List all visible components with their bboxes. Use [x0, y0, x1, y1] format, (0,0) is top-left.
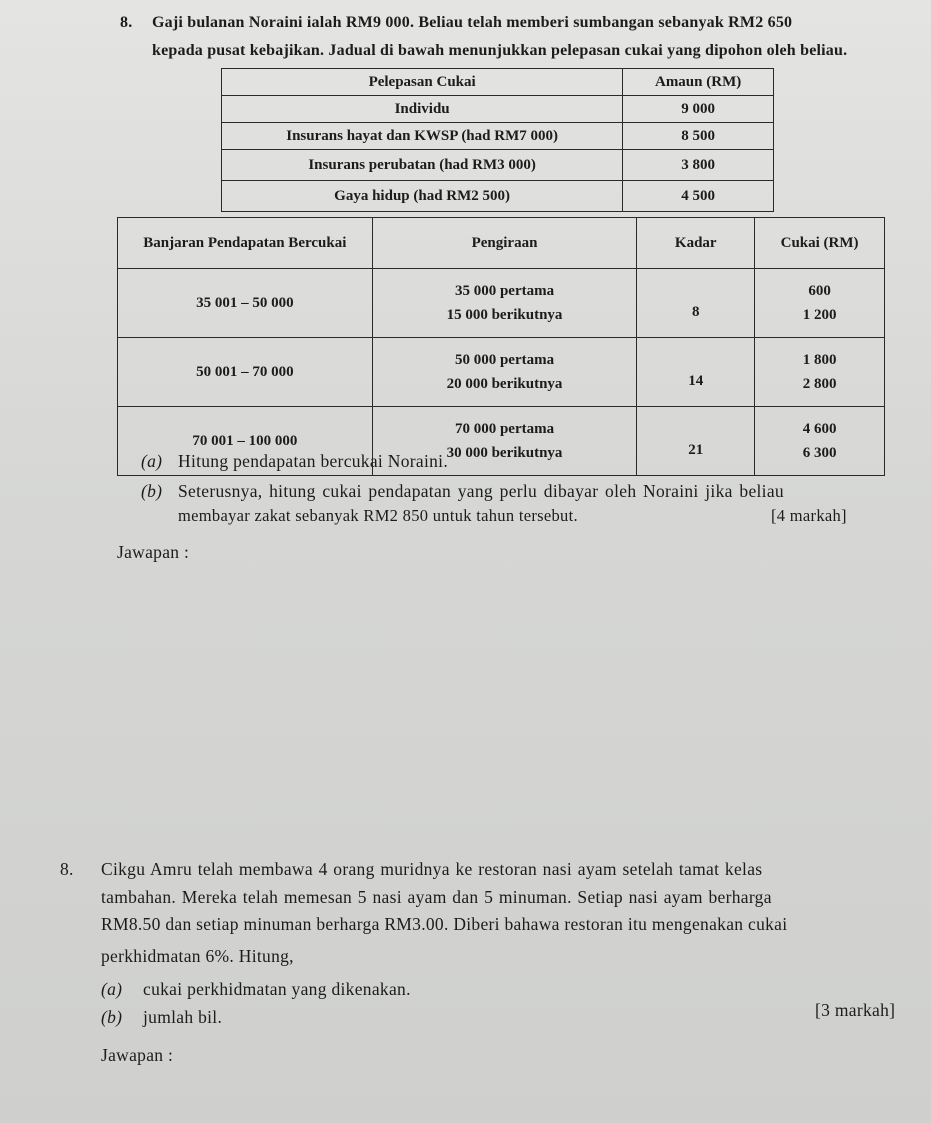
table-header: Cukai (RM) — [755, 218, 885, 269]
table-header: Amaun (RM) — [623, 69, 774, 96]
table-cell: 8 500 — [623, 123, 774, 150]
part-label: (a) — [101, 979, 123, 999]
table-header: Pelepasan Cukai — [222, 69, 623, 96]
question-number: 8. — [120, 14, 133, 31]
question-line: tambahan. Mereka telah memesan 5 nasi ayam dan 5 minuman. Setiap nasi ayam berharga — [101, 887, 772, 907]
table-header: Kadar — [637, 218, 755, 269]
income-tax-table — [117, 217, 885, 476]
table-cell: 9 000 — [623, 96, 774, 123]
rate: 14 — [637, 338, 755, 407]
tax-next: 1 200 — [802, 307, 837, 323]
tax-next: 6 300 — [802, 445, 837, 461]
income-range: 50 001 – 70 000 — [118, 338, 373, 407]
table-header: Pengiraan — [372, 218, 637, 269]
answer-label: Jawapan : — [117, 542, 190, 562]
marks: [4 markah] — [771, 506, 847, 525]
question-line: Gaji bulanan Noraini ialah RM9 000. Beliau telah memberi sumbangan sebanyak RM2 650 — [152, 14, 793, 31]
marks: [3 markah] — [815, 1000, 896, 1020]
answer-label: Jawapan : — [101, 1045, 174, 1065]
table-row — [118, 338, 885, 407]
income-range: 70 001 – 100 000 — [118, 407, 373, 476]
part-label: (b) — [101, 1007, 123, 1027]
question-line: Cikgu Amru telah membawa 4 orang muridnya ke restoran nasi ayam setelah tamat kelas — [101, 859, 763, 879]
table-cell: Gaya hidup (had RM2 500) — [222, 181, 623, 212]
part-a-text: Hitung pendapatan bercukai Noraini. — [178, 451, 448, 471]
tax-relief-table — [221, 68, 774, 212]
calc-next: 30 000 berikutnya — [446, 445, 563, 461]
tax-first: 1 800 — [802, 352, 837, 368]
tax-first: 4 600 — [802, 421, 837, 437]
table-row — [222, 150, 774, 181]
tax-first: 600 — [808, 283, 831, 299]
calculation-cell — [372, 338, 637, 407]
question-line: kepada pusat kebajikan. Jadual di bawah menunjukkan pelepasan cukai yang dipohon oleh beliau. — [152, 42, 848, 59]
tax-cell — [755, 407, 885, 476]
table-row — [222, 123, 774, 150]
question-line: RM8.50 dan setiap minuman berharga RM3.00. Diberi bahawa restoran itu mengenakan cukai — [101, 914, 788, 934]
table-cell: Individu — [222, 96, 623, 123]
table-cell: 4 500 — [623, 181, 774, 212]
part-a-text: cukai perkhidmatan yang dikenakan. — [143, 979, 411, 999]
tax-next: 2 800 — [802, 376, 837, 392]
table-cell: Insurans hayat dan KWSP (had RM7 000) — [222, 123, 623, 150]
part-b-text: membayar zakat sebanyak RM2 850 untuk tahun tersebut. — [178, 506, 578, 525]
table-header: Banjaran Pendapatan Bercukai — [118, 218, 373, 269]
tax-cell — [755, 269, 885, 338]
part-b-text: jumlah bil. — [143, 1007, 223, 1027]
part-label: (b) — [141, 481, 163, 501]
calc-first: 70 000 pertama — [454, 421, 555, 437]
calc-next: 15 000 berikutnya — [446, 307, 563, 323]
table-cell: 3 800 — [623, 150, 774, 181]
income-range: 35 001 – 50 000 — [118, 269, 373, 338]
question-line: perkhidmatan 6%. Hitung, — [101, 946, 294, 966]
table-row — [222, 96, 774, 123]
question-number: 8. — [60, 859, 74, 879]
rate: 21 — [637, 407, 755, 476]
calc-next: 20 000 berikutnya — [446, 376, 563, 392]
table-row — [222, 181, 774, 212]
rate: 8 — [637, 269, 755, 338]
calc-first: 50 000 pertama — [454, 352, 555, 368]
tax-cell — [755, 338, 885, 407]
calc-first: 35 000 pertama — [454, 283, 555, 299]
part-label: (a) — [141, 451, 163, 471]
table-cell: Insurans perubatan (had RM3 000) — [222, 150, 623, 181]
table-row — [118, 269, 885, 338]
calculation-cell — [372, 269, 637, 338]
part-b-text: Seterusnya, hitung cukai pendapatan yang perlu dibayar oleh Noraini jika beliau — [178, 481, 784, 501]
